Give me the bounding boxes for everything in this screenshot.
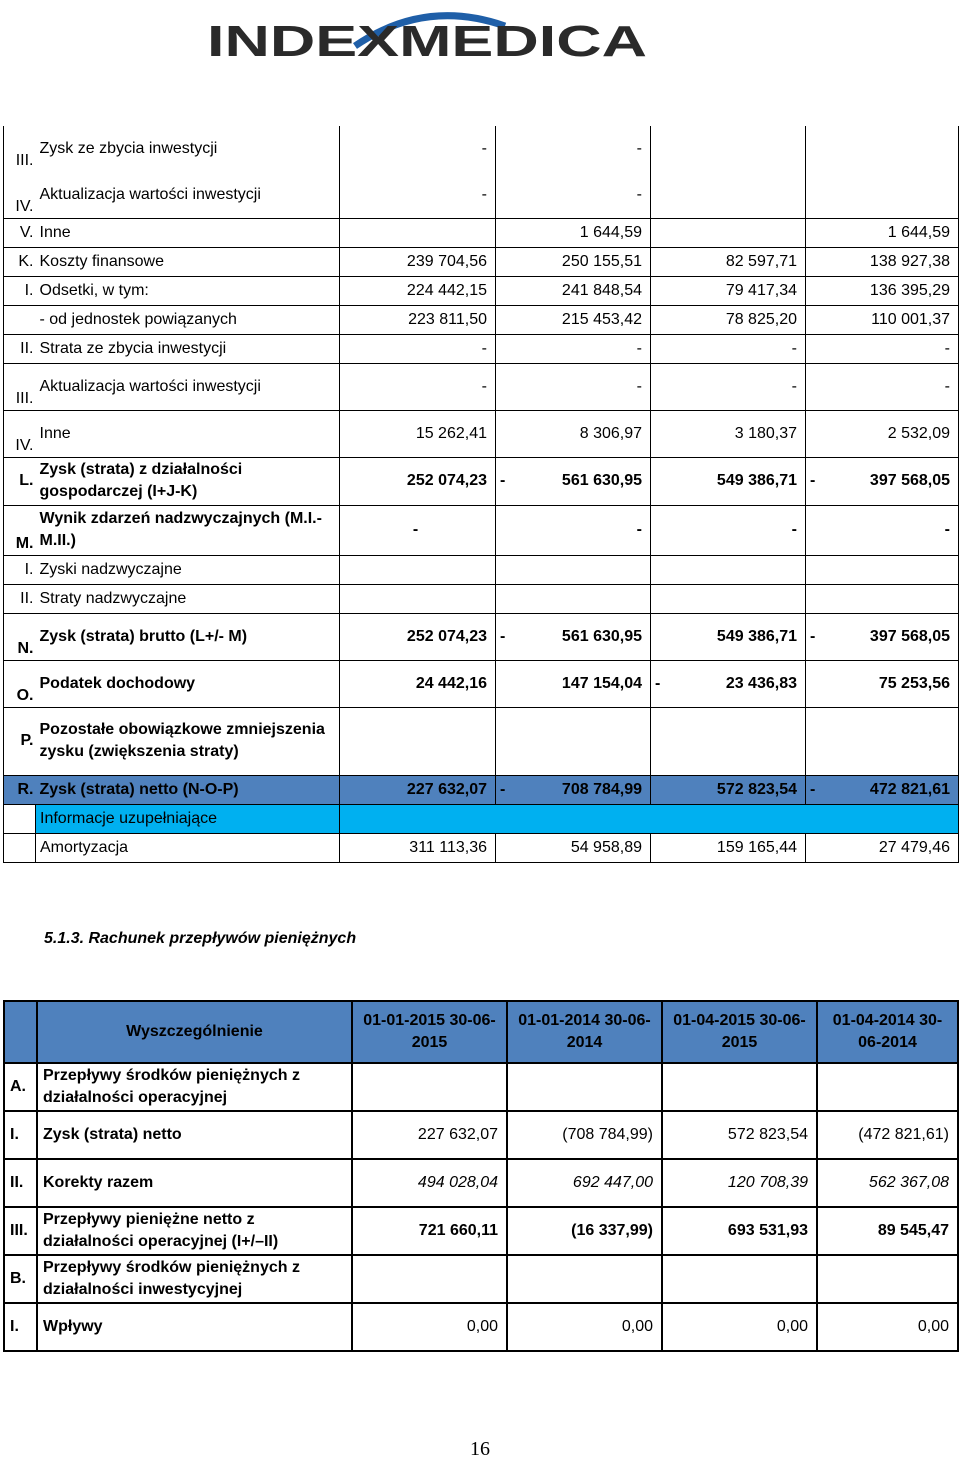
table-cell: K. bbox=[4, 247, 36, 276]
table-cell: 692 447,00 bbox=[507, 1159, 662, 1207]
svg-text:INDEXMEDICA: INDEXMEDICA bbox=[207, 17, 647, 66]
cell-value: - bbox=[810, 472, 816, 489]
table-cell bbox=[651, 126, 806, 172]
table-cell: - bbox=[340, 172, 496, 218]
table-cell: Aktualizacja wartości inwestycji bbox=[36, 363, 340, 410]
table-cell: - bbox=[496, 126, 651, 172]
table-row bbox=[4, 833, 959, 862]
table-cell: Pozostałe obowiązkowe zmniejszenia zysku (zwiększenia straty) bbox=[36, 707, 340, 775]
table-cell: 494 028,04 bbox=[352, 1159, 507, 1207]
table-cell: I. bbox=[4, 1303, 37, 1351]
table-row bbox=[4, 410, 959, 457]
table-cell: Przepływy środków pieniężnych z działalności operacyjnej bbox=[37, 1063, 352, 1111]
table-cell: R. bbox=[4, 775, 36, 804]
table-cell: Aktualizacja wartości inwestycji bbox=[39, 185, 261, 203]
table-cell: Wpływy bbox=[37, 1303, 352, 1351]
table-cell bbox=[817, 1255, 958, 1303]
table-cell: - od jednostek powiązanych bbox=[36, 305, 340, 334]
table-cell: 223 811,50 bbox=[340, 305, 496, 334]
table-cell: 24 442,16 bbox=[340, 660, 496, 707]
table-cell: 15 262,41 bbox=[340, 410, 496, 457]
table-cell bbox=[4, 833, 36, 862]
table-cell bbox=[806, 613, 959, 660]
table-cell: 0,00 bbox=[662, 1303, 817, 1351]
table-cell bbox=[651, 707, 806, 775]
table-cell: Amortyzacja bbox=[36, 833, 340, 862]
table-cell bbox=[651, 172, 806, 218]
table-cell: II. bbox=[4, 584, 36, 613]
table-cell: Zysk (strata) netto bbox=[37, 1111, 352, 1159]
cell-value: - bbox=[810, 627, 816, 645]
table-cell: 82 597,71 bbox=[651, 247, 806, 276]
table-cell bbox=[651, 218, 806, 247]
table-cell bbox=[806, 707, 959, 775]
table-cell bbox=[4, 804, 36, 833]
table-cell: Zysk ze zbycia inwestycji bbox=[39, 140, 218, 157]
table-cell: L. bbox=[4, 457, 36, 505]
table-row bbox=[4, 1207, 958, 1255]
table-cell: 239 704,56 bbox=[340, 247, 496, 276]
table-cell: Zyski nadzwyczajne bbox=[36, 555, 340, 584]
table-cell: 572 823,54 bbox=[662, 1111, 817, 1159]
table-cell: - bbox=[340, 505, 496, 555]
table-cell: Odsetki, w tym: bbox=[36, 276, 340, 305]
table-cell bbox=[507, 1255, 662, 1303]
table-row bbox=[4, 1063, 958, 1111]
table-cell: Straty nadzwyczajne bbox=[36, 584, 340, 613]
table-cell bbox=[651, 660, 806, 707]
table-cell: III. bbox=[4, 363, 36, 410]
table-cell: O. bbox=[4, 660, 36, 707]
page-number: 16 bbox=[470, 1438, 490, 1460]
table-cell: 110 001,37 bbox=[806, 305, 959, 334]
cell-value: - bbox=[655, 674, 661, 692]
table-cell bbox=[340, 555, 496, 584]
table-cell: 252 074,23 bbox=[340, 457, 496, 505]
table-row bbox=[4, 584, 959, 613]
cell-value: 708 784,99 bbox=[561, 780, 642, 798]
table-cell bbox=[806, 584, 959, 613]
table-cell: 120 708,39 bbox=[662, 1159, 817, 1207]
table-cell: (708 784,99) bbox=[507, 1111, 662, 1159]
table-cell: I. bbox=[4, 555, 36, 584]
table-cell: P. bbox=[4, 707, 36, 775]
table-cell: Przepływy środków pieniężnych z działalności inwestycyjnej bbox=[37, 1255, 352, 1303]
table-cell bbox=[340, 584, 496, 613]
table-cell: Korekty razem bbox=[37, 1159, 352, 1207]
table-cell: Koszty finansowe bbox=[36, 247, 340, 276]
table-row bbox=[4, 707, 959, 775]
table-cell: Informacje uzupełniające bbox=[36, 804, 340, 833]
column-header: 01-01-2014 30-06-2014 bbox=[507, 1001, 662, 1063]
table-cell: - bbox=[651, 363, 806, 410]
table-cell: 721 660,11 bbox=[352, 1207, 507, 1255]
table-cell: Strata ze zbycia inwestycji bbox=[36, 334, 340, 363]
cash-flow-table bbox=[3, 1000, 959, 1352]
table-cell: II. bbox=[4, 1159, 37, 1207]
table-cell: II. bbox=[4, 334, 36, 363]
cell-value: - bbox=[500, 627, 506, 645]
table-cell bbox=[340, 218, 496, 247]
table-cell bbox=[496, 457, 651, 505]
cell-value: 397 568,05 bbox=[869, 627, 950, 645]
table-cell bbox=[806, 555, 959, 584]
table-cell: I. bbox=[4, 276, 36, 305]
table-cell bbox=[651, 584, 806, 613]
table-cell: 250 155,51 bbox=[496, 247, 651, 276]
table-cell: 572 823,54 bbox=[651, 775, 806, 804]
table-cell: Wynik zdarzeń nadzwyczajnych (M.I.-M.II.) bbox=[36, 505, 340, 555]
table-row bbox=[4, 1303, 958, 1351]
table-row bbox=[4, 276, 959, 305]
table-cell bbox=[496, 555, 651, 584]
table-cell: 562 367,08 bbox=[817, 1159, 958, 1207]
table-cell bbox=[496, 613, 651, 660]
table-cell: 136 395,29 bbox=[806, 276, 959, 305]
income-statement-table bbox=[3, 126, 959, 863]
table-cell: 138 927,38 bbox=[806, 247, 959, 276]
table-cell: (472 821,61) bbox=[817, 1111, 958, 1159]
table-cell: 215 453,42 bbox=[496, 305, 651, 334]
table-cell: 227 632,07 bbox=[352, 1111, 507, 1159]
table-cell: Zysk (strata) z działalności gospodarczej (I+J-K) bbox=[36, 457, 340, 505]
table-cell: IV. bbox=[4, 410, 36, 457]
table-cell: Przepływy pieniężne netto z działalności operacyjnej (I+/–II) bbox=[37, 1207, 352, 1255]
table-cell: - bbox=[496, 505, 651, 555]
table-cell: I. bbox=[4, 1111, 37, 1159]
column-header: Wyszczególnienie bbox=[37, 1001, 352, 1063]
table-cell: Inne bbox=[36, 218, 340, 247]
cell-value: 561 630,95 bbox=[561, 472, 642, 489]
table-cell: B. bbox=[4, 1255, 37, 1303]
table-row bbox=[4, 1159, 958, 1207]
table-row bbox=[4, 660, 959, 707]
table-cell bbox=[806, 126, 959, 172]
table-cell: 252 074,23 bbox=[340, 613, 496, 660]
table-cell: Inne bbox=[36, 410, 340, 457]
table-row bbox=[4, 613, 959, 660]
table-cell bbox=[4, 1001, 37, 1063]
table-cell: Zysk (strata) brutto (L+/- M) bbox=[36, 613, 340, 660]
table-cell: (16 337,99) bbox=[507, 1207, 662, 1255]
cell-value: 472 821,61 bbox=[869, 780, 950, 798]
table-cell: 549 386,71 bbox=[651, 457, 806, 505]
table-cell bbox=[662, 1255, 817, 1303]
table-cell: Podatek dochodowy bbox=[36, 660, 340, 707]
table-cell: IV. bbox=[4, 172, 36, 218]
table-cell: 89 545,47 bbox=[817, 1207, 958, 1255]
cell-value: - bbox=[500, 780, 506, 798]
table-cell: - bbox=[651, 334, 806, 363]
table-cell bbox=[496, 775, 651, 804]
table-row bbox=[4, 457, 959, 505]
table-cell: 8 306,97 bbox=[496, 410, 651, 457]
table-row bbox=[4, 305, 959, 334]
cell-value: 397 568,05 bbox=[869, 472, 950, 489]
table-cell: - bbox=[806, 334, 959, 363]
table-cell bbox=[352, 1063, 507, 1111]
table-cell: - bbox=[806, 505, 959, 555]
table-cell: Zysk (strata) netto (N-O-P) bbox=[36, 775, 340, 804]
table-cell bbox=[507, 1063, 662, 1111]
table-cell: N. bbox=[4, 613, 36, 660]
table-cell: A. bbox=[4, 1063, 37, 1111]
column-header: 01-01-2015 30-06-2015 bbox=[352, 1001, 507, 1063]
table-row bbox=[4, 334, 959, 363]
table-cell: 311 113,36 bbox=[340, 833, 496, 862]
table-cell: 159 165,44 bbox=[651, 833, 806, 862]
table-row bbox=[4, 505, 959, 555]
table-cell: III. bbox=[4, 1207, 37, 1255]
table-row bbox=[4, 172, 959, 218]
table-cell bbox=[806, 775, 959, 804]
table-row bbox=[4, 1111, 958, 1159]
table-cell: 549 386,71 bbox=[651, 613, 806, 660]
table-cell: - bbox=[340, 334, 496, 363]
table-cell: 693 531,93 bbox=[662, 1207, 817, 1255]
table-cell bbox=[496, 707, 651, 775]
table-row-highlight bbox=[4, 775, 959, 804]
table-cell bbox=[340, 707, 496, 775]
table-cell: - bbox=[340, 363, 496, 410]
table-cell: 0,00 bbox=[507, 1303, 662, 1351]
table-row bbox=[4, 247, 959, 276]
table-row bbox=[4, 218, 959, 247]
table-cell: 147 154,04 bbox=[496, 660, 651, 707]
table-row bbox=[4, 363, 959, 410]
table-cell: 224 442,15 bbox=[340, 276, 496, 305]
table-cell bbox=[806, 457, 959, 505]
table-cell: 27 479,46 bbox=[806, 833, 959, 862]
table-cell: 2 532,09 bbox=[806, 410, 959, 457]
table-cell: 54 958,89 bbox=[496, 833, 651, 862]
table-cell: - bbox=[806, 363, 959, 410]
table-cell: 0,00 bbox=[352, 1303, 507, 1351]
cell-value: - bbox=[810, 780, 816, 798]
table-cell: 241 848,54 bbox=[496, 276, 651, 305]
company-logo bbox=[205, 6, 650, 70]
table-cell: 3 180,37 bbox=[651, 410, 806, 457]
table-cell: - bbox=[496, 363, 651, 410]
table-row bbox=[4, 555, 959, 584]
table-cell: 75 253,56 bbox=[806, 660, 959, 707]
cell-value: 561 630,95 bbox=[561, 627, 642, 645]
table-cell bbox=[4, 305, 36, 334]
table-cell: III. bbox=[4, 126, 36, 172]
table-row bbox=[4, 126, 959, 172]
table-cell: - bbox=[496, 334, 651, 363]
cell-value: - bbox=[500, 472, 506, 489]
column-header: 01-04-2015 30-06-2015 bbox=[662, 1001, 817, 1063]
table-cell: - bbox=[651, 505, 806, 555]
column-header: 01-04-2014 30-06-2014 bbox=[817, 1001, 958, 1063]
table-cell bbox=[817, 1063, 958, 1111]
table-cell bbox=[352, 1255, 507, 1303]
table-header-row bbox=[4, 1001, 958, 1063]
table-cell: 0,00 bbox=[817, 1303, 958, 1351]
table-row bbox=[4, 1255, 958, 1303]
table-cell: - bbox=[496, 172, 651, 218]
table-cell: 78 825,20 bbox=[651, 305, 806, 334]
table-cell bbox=[806, 172, 959, 218]
section-heading: 5.1.3. Rachunek przepływów pieniężnych bbox=[44, 930, 357, 947]
table-cell bbox=[651, 555, 806, 584]
table-cell bbox=[662, 1063, 817, 1111]
table-cell bbox=[496, 584, 651, 613]
table-cell: M. bbox=[4, 505, 36, 555]
table-cell: - bbox=[340, 126, 496, 172]
table-cell: V. bbox=[4, 218, 36, 247]
table-cell bbox=[340, 804, 959, 833]
table-cell: 1 644,59 bbox=[806, 218, 959, 247]
table-cell: 1 644,59 bbox=[496, 218, 651, 247]
table-row-info-header bbox=[4, 804, 959, 833]
table-cell: 227 632,07 bbox=[340, 775, 496, 804]
table-cell: 79 417,34 bbox=[651, 276, 806, 305]
cell-value: 23 436,83 bbox=[725, 674, 797, 692]
